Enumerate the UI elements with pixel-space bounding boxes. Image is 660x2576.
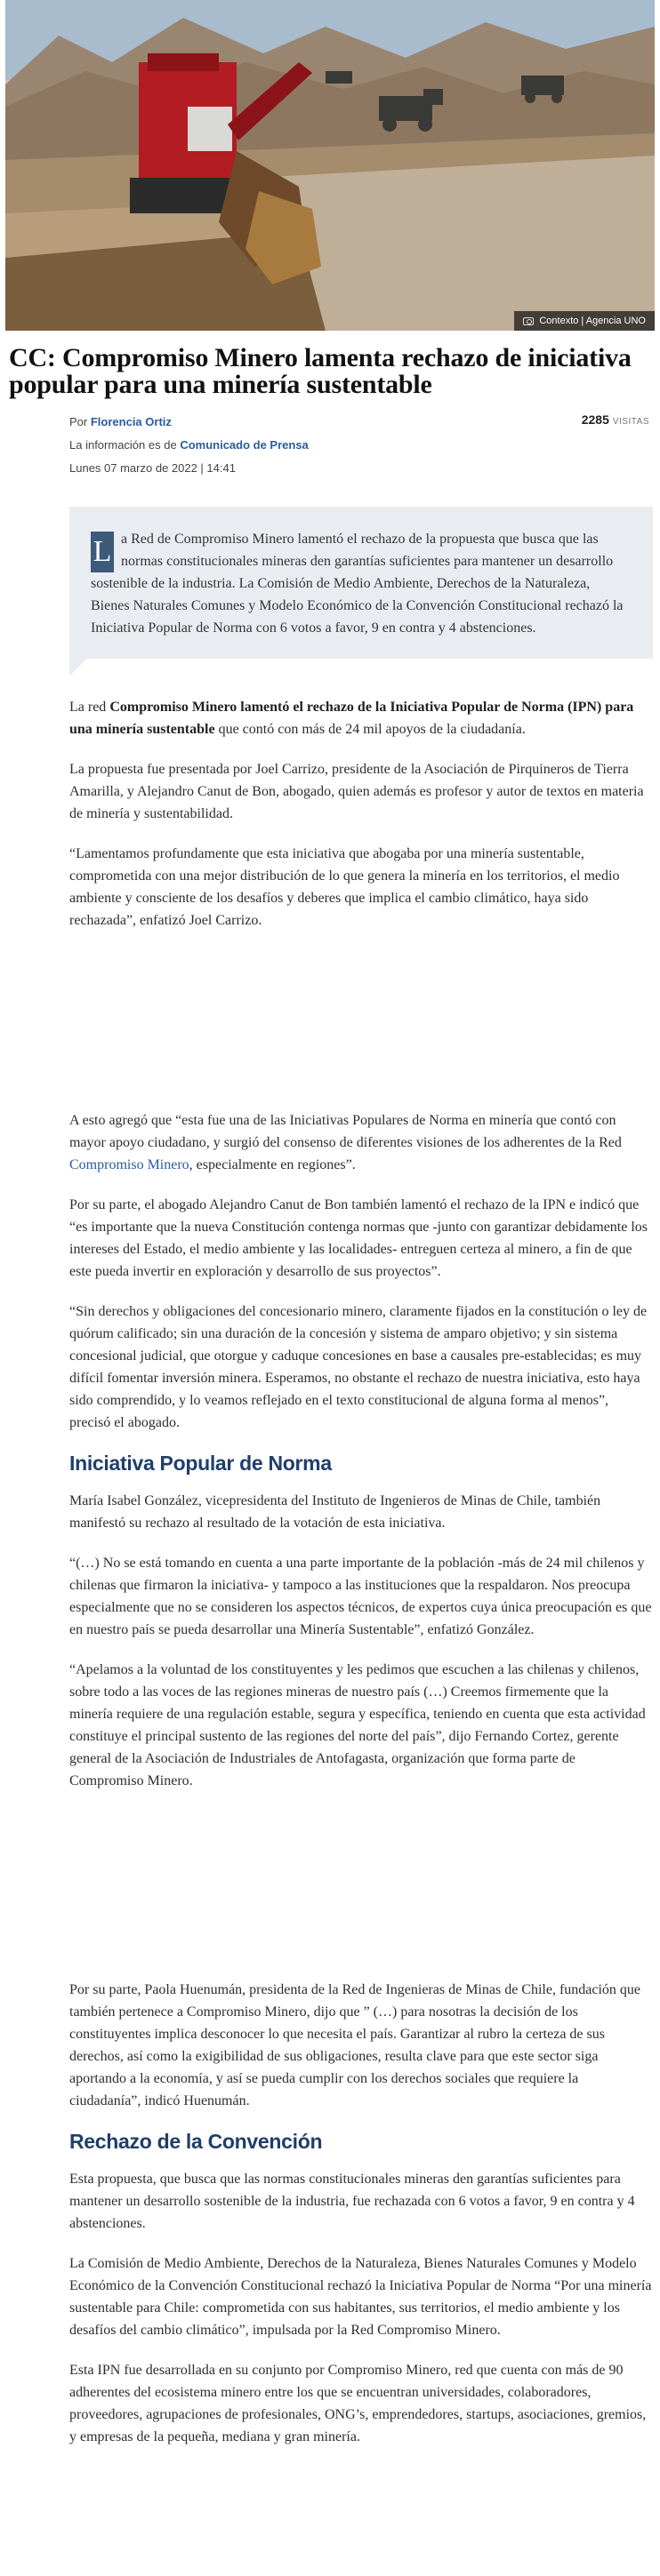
paragraph-5: Por su parte, el abogado Alejandro Canut de Bon también lamentó el rechazo de la IPN e indicó que “es importante que la nueva Constitución contenga normas que -junto con garantizar debidamente los intereses del Estado, el medio ambiente y las localidades- entreguen certeza al minero, a fin de que este pueda invertir en exploración y desarrollo de sus proyectos”. <box>69 1197 648 1279</box>
article-title: CC: Compromiso Minero lamenta rechazo de iniciativa popular para una minería sustentable <box>9 343 632 399</box>
paragraph-11: Esta propuesta, que busca que las normas constitucionales mineras den garantías suficientes para mantener un desarrollo sostenible de la industria, fue rechazada con 6 votos a favor, 9 en contra y 4 abstenciones. <box>69 2172 635 2231</box>
visits-count: 2285 <box>581 412 609 427</box>
p4-text-b: , especialmente en regiones”. <box>189 1157 356 1172</box>
paragraph-3: “Lamentamos profundamente que esta iniciativa que abogaba por una minería sustentable, comprometida con una mejor distribución de lo que genera la minería en los territorios, el medio ambiente y consciente de los desafíos y deberes que implica el cambio climático, haya sido rechazada”, enfatizó Joel Carrizo. <box>69 846 620 928</box>
compromiso-minero-link[interactable]: Compromiso Minero <box>69 1157 189 1172</box>
source-prefix: La información es de <box>69 438 177 452</box>
source-line <box>69 434 649 457</box>
paragraph-1 <box>69 696 653 740</box>
photo-caption <box>514 311 655 331</box>
photo-caption-text: Contexto | Agencia UNO <box>539 316 646 326</box>
mining-scene-illustration <box>5 0 655 331</box>
byline-prefix: Por <box>69 415 88 428</box>
byline <box>69 411 649 434</box>
paragraph-10: Por su parte, Paola Huenumán, presidenta de la Red de Ingenieras de Minas de Chile, fundación que también pertenece a Compromiso Minero, dijo que ” (…) para nosotras la decisión de los constituyentes implica desconocer lo que necesita el país. Garantizar al rubro la certeza de sus derechos, así como la exigibilidad de sus obligaciones, resulta clave para que este sector siga aportando a la economía, y así se pueda cumplir con los derechos sociales que requiere la ciudadanía”, indicó Huenumán. <box>69 1982 641 2108</box>
p1-text-a: La red <box>69 700 110 715</box>
dropcap: L <box>91 532 114 572</box>
paragraph-7: María Isabel González, vicepresidenta del Instituto de Ingenieros de Minas de Chile, también manifestó su rechazo al resultado de la votación de esta iniciativa. <box>69 1493 601 1531</box>
paragraph-2: La propuesta fue presentada por Joel Carrizo, presidente de la Asociación de Pirquineros de Tierra Amarilla, y Alejandro Canut de Bon, abogado, quien además es profesor y autor de textos en materia de minería y sustentabilidad. <box>69 762 644 821</box>
ad-space <box>69 949 653 1109</box>
lead-text: a Red de Compromiso Minero lamentó el rechazo de la propuesta que busca que las normas constitucionales mineras den garantías suficientes para mantener un desarrollo sostenible de la industria. La Comisión de Medio Ambiente, Derechos de la Naturaleza, Bienes Naturales Comunes y Modelo Económico de la Convención Constitucional rechazó la Iniciativa Popular de Norma con 6 votos a favor, 9 en contra y 4 abstenciones. <box>91 532 624 636</box>
paragraph-6: “Sin derechos y obligaciones del concesionario minero, claramente fijados en la constitución o ley de quórum calificado; sin una duración de la concesión y sistema de amparo objetivo; y sin sistema concesional judicial, que otorgue y caduque concesiones en base a causales pre-establecidas; es muy difícil fomentar inversión minera. Esperamos, no obstante el rechazo de nuestra iniciativa, esto haya sido comprendido, y lo veamos reflejado en el texto constitucional de alguna forma al menos”, precisó el abogado. <box>69 1304 648 1430</box>
publish-date: Lunes 07 marzo de 2022 | 14:41 <box>69 461 236 475</box>
paragraph-4 <box>69 1109 653 1176</box>
visits-counter <box>582 412 649 427</box>
p1-bold: Compromiso Minero lamentó el rechazo de la Iniciativa Popular de Norma (IPN) para una minería sustentable <box>69 700 634 737</box>
paragraph-8: “(…) No se está tomando en cuenta a una parte importante de la población -más de 24 mil chilenos y chilenas que firmaron la iniciativa- y tampoco a las instituciones que la respaldaron. Nos preocupa especialmente que no se consideren los aspectos técnicos, de expertos cuya única preocupación es que en nuestro país se pueda desarrollar una Minería Sustentable”, enfatizó González. <box>69 1556 652 1637</box>
paragraph-12: La Comisión de Medio Ambiente, Derechos de la Naturaleza, Bienes Naturales Comunes y Modelo Económico de la Convención Constitucional rechazó la Iniciativa Popular de Norma “Por una minería sustentable para Chile: comprometida con sus habitantes, sus territorios, el medio ambiente y los desafíos del cambio climático”, impulsada por la Red Compromiso Minero. <box>69 2256 652 2338</box>
visits-label: VISITAS <box>612 417 649 427</box>
source-link[interactable]: Comunicado de Prensa <box>180 438 309 452</box>
camera-icon <box>523 317 534 325</box>
ad-space-2 <box>69 1810 653 1979</box>
paragraph-9: “Apelamos a la voluntad de los constituyentes y les pedimos que escuchen a las chilenas y chilenos, sobre todo a las voces de las regiones mineras de nuestro país (…) Creemos firmemente que la minería requiere de una regulación estable, segura y específica, teniendo en cuenta que esta actividad constituye el principal sustento de las regiones del norte del país”, dijo Fernando Cortez, gerente general de la Asociación de Industriales de Antofagasta, organización que forma parte de Compromiso Minero. <box>69 1662 646 1788</box>
subheading-iniciativa: Iniciativa Popular de Norma <box>69 1452 332 1475</box>
article-body <box>69 696 653 2448</box>
article-meta <box>69 411 649 480</box>
paragraph-13: Esta IPN fue desarrollada en su conjunto por Compromiso Minero, red que cuenta con más de 90 adherentes del ecosistema minero entre los que se encuentran universidades, colaboradores, proveedores, agrupaciones de profesionales, ONG’s, emprendedores, startups, asociaciones, gremios, y empresas de la pequeña, mediana y gran minería. <box>69 2363 647 2444</box>
author-link[interactable]: Florencia Ortiz <box>90 415 172 428</box>
subheading-rechazo: Rechazo de la Convención <box>69 2130 323 2153</box>
lead-box <box>69 507 653 659</box>
p4-text-a: A esto agregó que “esta fue una de las Iniciativas Populares de Norma en minería que contó con mayor apoyo ciudadano, y surgió del consenso de diferentes visiones de los adherentes de la Red <box>69 1113 622 1150</box>
p1-text-b: que contó con más de 24 mil apoyos de la ciudadanía. <box>214 722 526 737</box>
hero-image <box>5 0 655 331</box>
